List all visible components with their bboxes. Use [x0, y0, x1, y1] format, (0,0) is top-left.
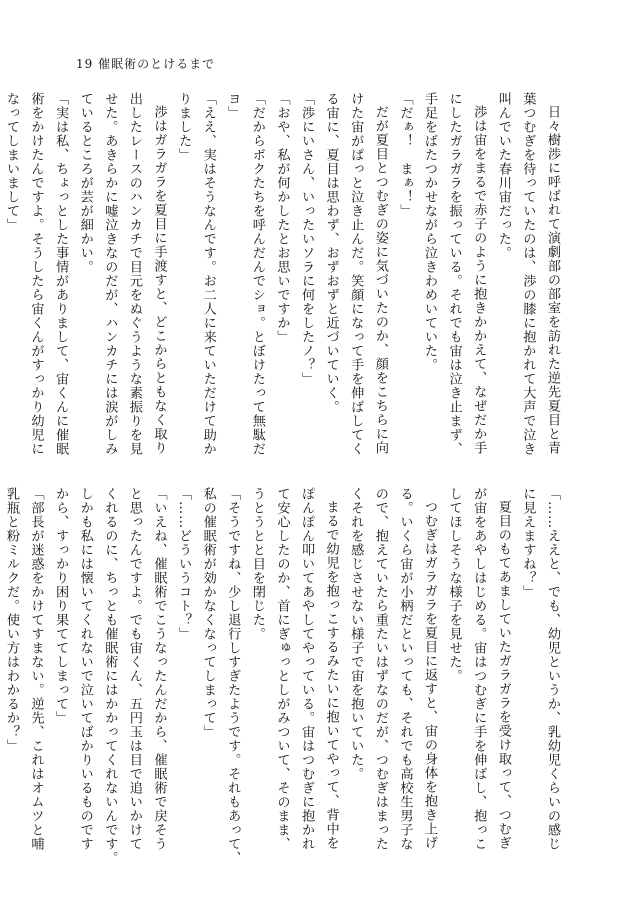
- text-line: が宙をあやしはじめる。宙はつむぎに手を伸ばし、抱っこ: [471, 487, 487, 851]
- text-line: くそれを感じさせない様子で宙を抱いていた。: [348, 487, 364, 781]
- text-line: 私の催眠術が効かなくなってしまって」: [200, 487, 216, 739]
- chapter-title: 催眠術のとけるまで: [98, 57, 216, 71]
- text-line: にしたガラガラを振っている。それでも宙は泣き止まず、: [446, 92, 462, 456]
- text-line: くれるのに、ちっとも催眠術にはかかってくれないんです。: [102, 487, 118, 865]
- text-line: 手足をばたつかせながら泣きわめいていた。: [422, 92, 438, 372]
- text-line: まるで幼児を抱っこするみたいに抱いてやって、背中を: [323, 500, 339, 850]
- text-line: る宙に、夏目は思わず、おずおずと近づいていく。: [323, 92, 339, 414]
- text-line: ているところが芸が細かい。: [77, 92, 93, 274]
- page-number: 19: [76, 57, 94, 71]
- text-line: 「だからボクたちを呼んだんでショ。とぼけたって無駄だ: [249, 92, 265, 456]
- text-column-bottom: [3, 487, 564, 865]
- text-line: ので、抱えていたら重たいはずなのだが、つむぎはまった: [372, 487, 388, 851]
- text-line: 「……ええと、でも、幼児というか、乳幼児くらいの感じ: [545, 487, 560, 851]
- text-line: しかも私には懐いてくれないで泣いてばかりいるものです: [77, 487, 93, 851]
- text-line: 出したレースのハンカチで目元をぬぐうような素振りを見: [126, 92, 142, 456]
- text-line: ぽんぽん叩いてあやしてやっている。宙はつむぎに抱かれ: [299, 487, 315, 851]
- text-line: 「だぁ！ まぁ！」: [397, 92, 413, 218]
- text-line: 「……どういうコト？」: [176, 487, 192, 641]
- text-line: つむぎはガラガラを夏目に返すと、宙の身体を抱き上げ: [422, 500, 438, 850]
- text-line: 「そうですね、少し退行しすぎたようです。それもあって、: [225, 487, 241, 865]
- text-line: だが夏目とつむぎの姿に気づいたのか、顔をこちらに向: [372, 105, 388, 455]
- text-line: してほしそうな様子を見せた。: [446, 487, 462, 683]
- text-line: 夏目のもてあましていたガラガラを受け取って、つむぎ: [495, 500, 511, 850]
- text-line: 「ええ、実はそうなんです。お二人に来ていただけて助か: [200, 92, 216, 456]
- text-line: ヨ」: [225, 92, 241, 120]
- text-line: 渉は宙をまるで赤子のように抱きかかえて、なぜだか手: [471, 105, 487, 455]
- text-line: けた宙がぱっと泣き止んだ。笑顔になって手を伸ばしてく: [348, 92, 364, 456]
- text-line: 術をかけたんですよ。そうしたら宙くんがすっかり幼児に: [28, 92, 44, 456]
- text-line: に見えますね？」: [520, 487, 536, 599]
- text-line: 「おや、私が何かしたとお思いですか」: [274, 92, 290, 344]
- running-header: [76, 55, 215, 72]
- text-line: りました」: [176, 92, 192, 162]
- text-line: 「いえね、催眠術でこうなったんだから、催眠術で戻そう: [151, 487, 167, 851]
- text-line: から、すっかり困り果ててしまって」: [53, 487, 69, 725]
- text-line: 叫んでいた春川宙だった。: [495, 92, 511, 260]
- text-line: 渉はガラガラを夏目に手渡すと、どこからともなく取り: [151, 105, 167, 455]
- text-line: 「部長が迷惑をかけてすまない。逆先、これはオムツと哺: [28, 487, 44, 851]
- text-line: 「渉にいさん、いったいソラに何をしたノ？」: [299, 92, 315, 386]
- text-line: うとうとと目を閉じた。: [249, 487, 265, 641]
- text-line: なってしまいまして」: [3, 92, 19, 232]
- text-column-top: [3, 92, 564, 468]
- text-line: 乳瓶と粉ミルクだ。使い方はわかるか？」: [3, 487, 19, 753]
- text-line: る。いくら宙が小柄だといっても、それでも高校生男子な: [397, 487, 413, 851]
- text-line: せた。あきらかに嘘泣きなのだが、ハンカチには涙がしみ: [102, 92, 118, 456]
- text-line: と思ったんですよ。でも宙くん、五円玉は目で追いかけて: [126, 487, 142, 851]
- text-line: て安心したのか、首にぎゅっとしがみついて、そのまま、: [274, 487, 290, 851]
- text-line: 葉つむぎを待っていたのは、渉の膝に抱かれて大声で泣き: [520, 92, 536, 456]
- text-line: 「実は私、ちょっとした事情がありまして、宙くんに催眠: [53, 92, 69, 456]
- text-line: 日々樹渉に呼ばれて演劇部の部室を訪れた逆先夏目と青: [545, 105, 560, 455]
